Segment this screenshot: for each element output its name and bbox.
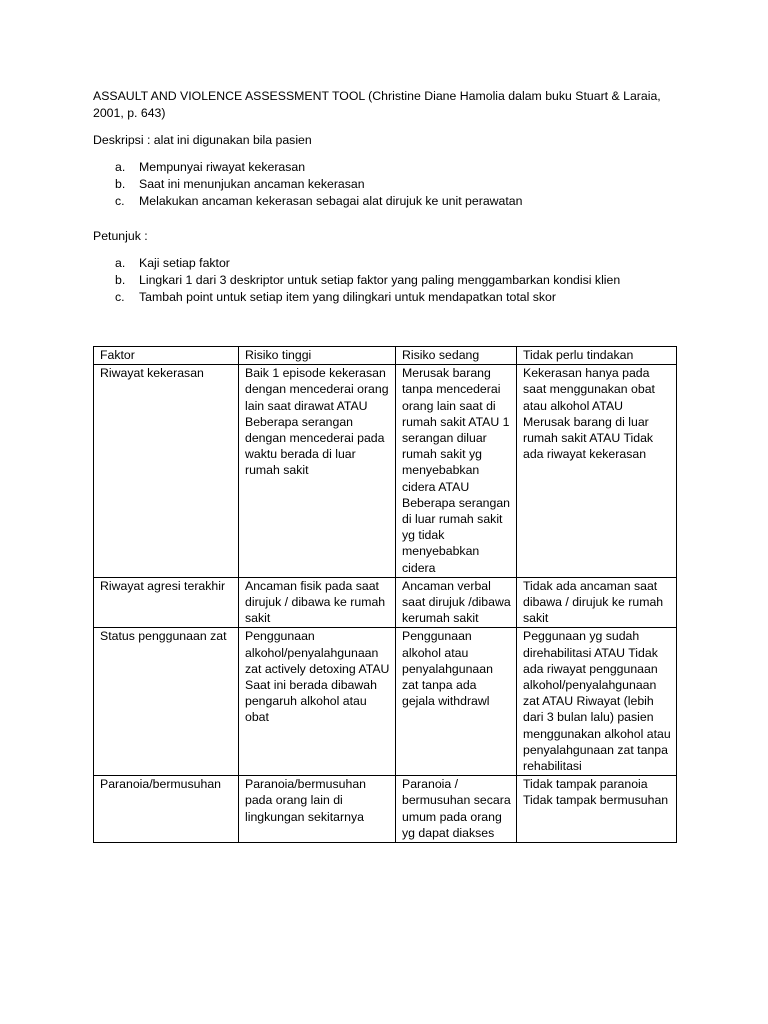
list-item: c. Tambah point untuk setiap item yang dilingkari untuk mendapatkan total skor [115,290,556,304]
list-item: a. Kaji setiap faktor [115,256,230,270]
list-item: a. Mempunyai riwayat kekerasan [115,160,306,174]
factor-cell: Riwayat kekerasan [94,365,239,578]
table-row [94,776,677,843]
header-medium-risk: Risiko sedang [396,347,517,365]
assessment-table [93,346,677,843]
description-label: Deskripsi : alat ini digunakan bila pasien [93,133,312,147]
list-item: c. Melakukan ancaman kekerasan sebagai alat dirujuk ke unit perawatan [115,194,523,208]
table-row [94,365,677,578]
no-action-cell: Kekerasan hanya pada saat menggunakan obat atau alkohol ATAU Merusak barang di luar rumah sakit ATAU Tidak ada riwayat kekerasan [517,365,677,578]
document-title: ASSAULT AND VIOLENCE ASSESSMENT TOOL (Christine Diane Hamolia dalam buku Stuart & Laraia, 2001, p. 643) [93,89,661,120]
no-action-cell: Tidak ada ancaman saat dibawa / dirujuk ke rumah sakit [517,577,677,628]
header-factor: Faktor [94,347,239,365]
high-risk-cell: Penggunaan alkohol/penyalahgunaan zat actively detoxing ATAU Saat ini berada dibawah pengaruh alkohol atau obat [239,628,396,776]
medium-risk-cell: Merusak barang tanpa mencederai orang lain saat di rumah sakit ATAU 1 serangan diluar rumah sakit yg menyebabkan cidera ATAU Beberapa serangan di luar rumah sakit yg tidak menyebabkan cidera [396,365,517,578]
medium-risk-cell: Penggunaan alkohol atau penyalahgunaan zat tanpa ada gejala withdrawl [396,628,517,776]
medium-risk-cell: Ancaman verbal saat dirujuk /dibawa kerumah sakit [396,577,517,628]
high-risk-cell: Paranoia/bermusuhan pada orang lain di lingkungan sekitarnya [239,776,396,843]
instructions-label: Petunjuk : [93,229,148,243]
instructions-list [93,255,676,306]
medium-risk-cell: Paranoia / bermusuhan secara umum pada orang yg dapat diakses [396,776,517,843]
list-item: b. Saat ini menunjukan ancaman kekerasan [115,177,365,191]
factor-cell: Paranoia/bermusuhan [94,776,239,843]
no-action-cell: Tidak tampak paranoia Tidak tampak bermusuhan [517,776,677,843]
factor-cell: Riwayat agresi terakhir [94,577,239,628]
description-list [93,159,676,210]
table-header-row [94,347,677,365]
header-high-risk: Risiko tinggi [239,347,396,365]
high-risk-cell: Ancaman fisik pada saat dirujuk / dibawa ke rumah sakit [239,577,396,628]
table-row [94,628,677,776]
table-row [94,577,677,628]
high-risk-cell: Baik 1 episode kekerasan dengan mencederai orang lain saat dirawat ATAU Beberapa serangan dengan mencederai pada waktu berada di luar rumah sakit [239,365,396,578]
no-action-cell: Peggunaan yg sudah direhabilitasi ATAU Tidak ada riwayat penggunaan alkohol/penyalahgunaan zat ATAU Riwayat (lebih dari 3 bulan lalu) pasien menggunakan alkohol atau penyalahgunaan zat tanpa rehabilitasi [517,628,677,776]
spacer [93,324,676,346]
factor-cell: Status penggunaan zat [94,628,239,776]
header-no-action: Tidak perlu tindakan [517,347,677,365]
list-item: b. Lingkari 1 dari 3 deskriptor untuk setiap faktor yang paling menggambarkan kondisi klien [115,273,621,287]
